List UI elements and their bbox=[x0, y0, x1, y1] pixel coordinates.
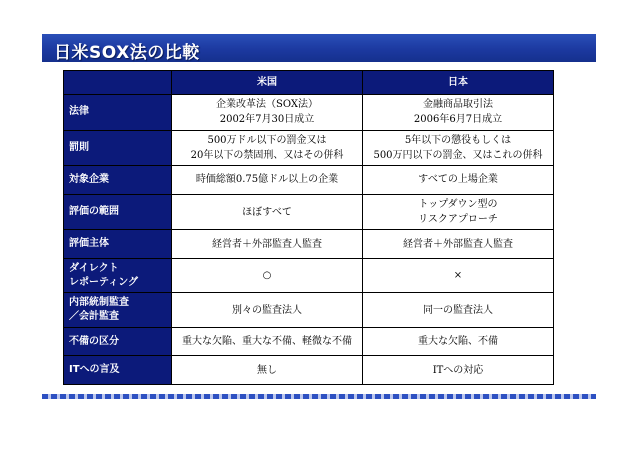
cell-line: リスクアプローチ bbox=[418, 214, 498, 225]
table-row bbox=[64, 356, 554, 385]
bottom-divider bbox=[42, 394, 596, 399]
cell-jp-scope bbox=[363, 194, 554, 230]
header-corner-cell bbox=[64, 71, 172, 95]
row-label-scope: 評価の範囲 bbox=[64, 194, 172, 230]
row-label-penalty: 罰則 bbox=[64, 130, 172, 166]
table-row bbox=[64, 258, 554, 293]
column-header-us: 米国 bbox=[172, 71, 363, 95]
cell-jp-it: ITへの対応 bbox=[363, 356, 554, 385]
row-label-it: ITへの言及 bbox=[64, 356, 172, 385]
cell-us-scope: ほぼすべて bbox=[172, 194, 363, 230]
cell-jp-target: すべての上場企業 bbox=[363, 166, 554, 194]
table-row bbox=[64, 230, 554, 258]
cell-us-direct-reporting: ○ bbox=[172, 258, 363, 293]
slide-title: 日米SOX法の比較 bbox=[54, 43, 200, 63]
row-label-target-companies: 対象企業 bbox=[64, 166, 172, 194]
cell-jp-penalty bbox=[363, 130, 554, 166]
row-label-deficiency: 不備の区分 bbox=[64, 327, 172, 355]
row-label-line: ／会計監査 bbox=[69, 311, 119, 323]
cell-us-deficiency: 重大な欠陥、重大な不備、軽微な不備 bbox=[172, 327, 363, 355]
table-row bbox=[64, 327, 554, 355]
cell-line: 2002年7月30日成立 bbox=[219, 114, 315, 126]
cell-us-target: 時価総額0.75億ドル以上の企業 bbox=[172, 166, 363, 194]
cell-line: 企業改革法（SOX法） bbox=[216, 99, 318, 111]
cell-jp-audit: 同一の監査法人 bbox=[363, 293, 554, 328]
slide-title-bar bbox=[42, 34, 596, 62]
cell-jp-direct-reporting: × bbox=[363, 258, 554, 293]
table-row bbox=[64, 130, 554, 166]
comparison-table bbox=[63, 70, 554, 385]
cell-jp-law bbox=[363, 95, 554, 131]
row-label-evaluator: 評価主体 bbox=[64, 230, 172, 258]
row-label-line: 内部統制監査 bbox=[69, 297, 129, 309]
row-label-line: レポーティング bbox=[69, 276, 138, 288]
cell-line: トップダウン型の bbox=[418, 199, 498, 210]
row-label-law: 法律 bbox=[64, 95, 172, 131]
cell-us-it: 無し bbox=[172, 356, 363, 385]
cell-us-evaluator: 経営者＋外部監査人監査 bbox=[172, 230, 363, 258]
table-row bbox=[64, 293, 554, 328]
table-row bbox=[64, 194, 554, 230]
cell-line: 金融商品取引法 bbox=[423, 99, 493, 111]
cell-jp-deficiency: 重大な欠陥、不備 bbox=[363, 327, 554, 355]
row-label-line: ダイレクト bbox=[69, 262, 119, 274]
table-header-row bbox=[64, 71, 554, 95]
cell-line: 500万円以下の罰金、又はこれの併科 bbox=[373, 149, 543, 161]
cell-line: 5年以下の懲役もしくは bbox=[404, 134, 512, 146]
table-row bbox=[64, 95, 554, 131]
column-header-jp: 日本 bbox=[363, 71, 554, 95]
cell-us-audit: 別々の監査法人 bbox=[172, 293, 363, 328]
row-label-audit bbox=[64, 293, 172, 328]
row-label-direct-reporting bbox=[64, 258, 172, 293]
cell-line: 20年以下の禁固刑、又はその併科 bbox=[190, 149, 344, 161]
cell-line: 2006年6月7日成立 bbox=[413, 114, 503, 126]
cell-us-penalty bbox=[172, 130, 363, 166]
cell-us-law bbox=[172, 95, 363, 131]
cell-line: 500万ドル以下の罰金又は bbox=[207, 134, 327, 146]
cell-jp-evaluator: 経営者＋外部監査人監査 bbox=[363, 230, 554, 258]
table-row bbox=[64, 166, 554, 194]
